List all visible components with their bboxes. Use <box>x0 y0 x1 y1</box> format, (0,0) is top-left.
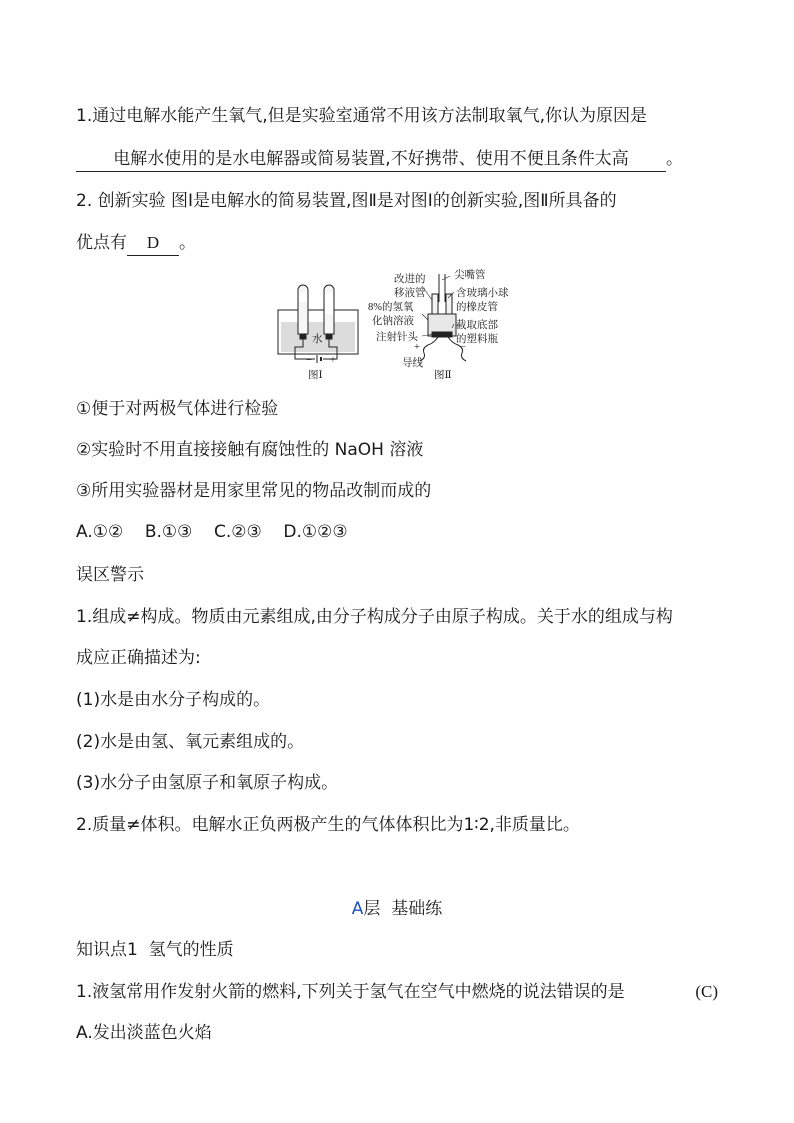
warning-point-2: 2.质量≠体积。电解水正负两极产生的气体体积比为1∶2,非质量比。 <box>76 815 580 835</box>
warning-point-1-line-2: 成应正确描述为: <box>76 648 201 668</box>
figure-2-label-pipette: 移液管 <box>394 288 426 299</box>
warning-statement-3: (3)水分子由氢原子和氧原子构成。 <box>76 773 339 793</box>
question-2-text: 2. 创新实验 图Ⅰ是电解水的简易装置,图Ⅱ是对图Ⅰ的创新实验,图Ⅱ所具备的 <box>76 191 617 211</box>
question-2-answer: D <box>127 231 179 256</box>
figure-2-minus: − <box>460 342 466 353</box>
figure-2-label-naoh-1: 8%的氢氧 <box>368 302 414 313</box>
question-1-end: 。 <box>666 149 683 169</box>
option-2: ②实验时不用直接接触有腐蚀性的 NaOH 溶液 <box>76 440 424 460</box>
question-2-answer-line <box>76 231 196 256</box>
section-title-text: 层 基础练 <box>363 899 443 919</box>
figure-2-plus: + <box>414 342 420 353</box>
knowledge-question-1 <box>76 980 718 1004</box>
option-1: ①便于对两极气体进行检验 <box>76 399 279 419</box>
question-1-answer-line <box>76 147 683 172</box>
figure-1-minus: − <box>306 355 312 366</box>
warning-statement-1: (1)水是由水分子构成的。 <box>76 690 271 710</box>
knowledge-question-1-answer: (C) <box>695 982 718 1001</box>
question-1-prompt: 1.通过电解水能产生氧气,但是实验室通常不用该方法制取氧气,你认为原因是 <box>76 106 648 126</box>
warning-title: 误区警示 <box>76 565 144 585</box>
answer-choices: A.①② B.①③ C.②③ D.①②③ <box>76 522 348 542</box>
section-title <box>0 897 794 921</box>
figure-2-label-needle: 注射针头 <box>376 332 418 343</box>
question-2-prefix: 优点有 <box>76 233 127 253</box>
question-2-end: 。 <box>179 233 196 253</box>
figure-2-label-tip: 尖嘴管 <box>454 270 486 281</box>
figure-2-label-naoh-2: 化钠溶液 <box>372 316 414 327</box>
figure-1-caption: 图Ⅰ <box>308 370 323 381</box>
figure-2-label-rubber-tube: 的橡皮管 <box>456 302 498 313</box>
section-tier: A <box>351 899 364 919</box>
figure-2-label-improved: 改进的 <box>394 274 426 285</box>
figure-2-label-glass-ball: 含玻璃小球 <box>456 288 509 299</box>
figure-2-label-plastic-bottle: 的塑料瓶 <box>456 334 498 345</box>
electrolysis-figure <box>272 262 509 388</box>
figure-2-caption: 图Ⅱ <box>434 370 452 381</box>
knowledge-point-heading: 知识点1 氢气的性质 <box>76 940 234 960</box>
option-3: ③所用实验器材是用家里常见的物品改制而成的 <box>76 481 432 501</box>
warning-point-1-line-1: 1.组成≠构成。物质由元素组成,由分子构成分子由原子构成。关于水的组成与构 <box>76 607 673 627</box>
figure-1-plus: + <box>330 355 336 366</box>
figure-2-label-wire: 导线 <box>402 358 423 369</box>
figure-1-apparatus <box>278 285 358 363</box>
question-1-answer: 电解水使用的是水电解器或简易装置,不好携带、使用不便且条件太高 <box>76 147 666 172</box>
figure-2-label-cut-bottom: 截取底部 <box>456 320 498 331</box>
knowledge-question-1-text: 1.液氢常用作发射火箭的燃料,下列关于氢气在空气中燃烧的说法错误的是 <box>76 982 625 1002</box>
knowledge-question-1-option-a: A.发出淡蓝色火焰 <box>76 1023 212 1043</box>
figure-1-water-label: 水 <box>312 334 323 345</box>
warning-statement-2: (2)水是由氢、氧元素组成的。 <box>76 732 305 752</box>
